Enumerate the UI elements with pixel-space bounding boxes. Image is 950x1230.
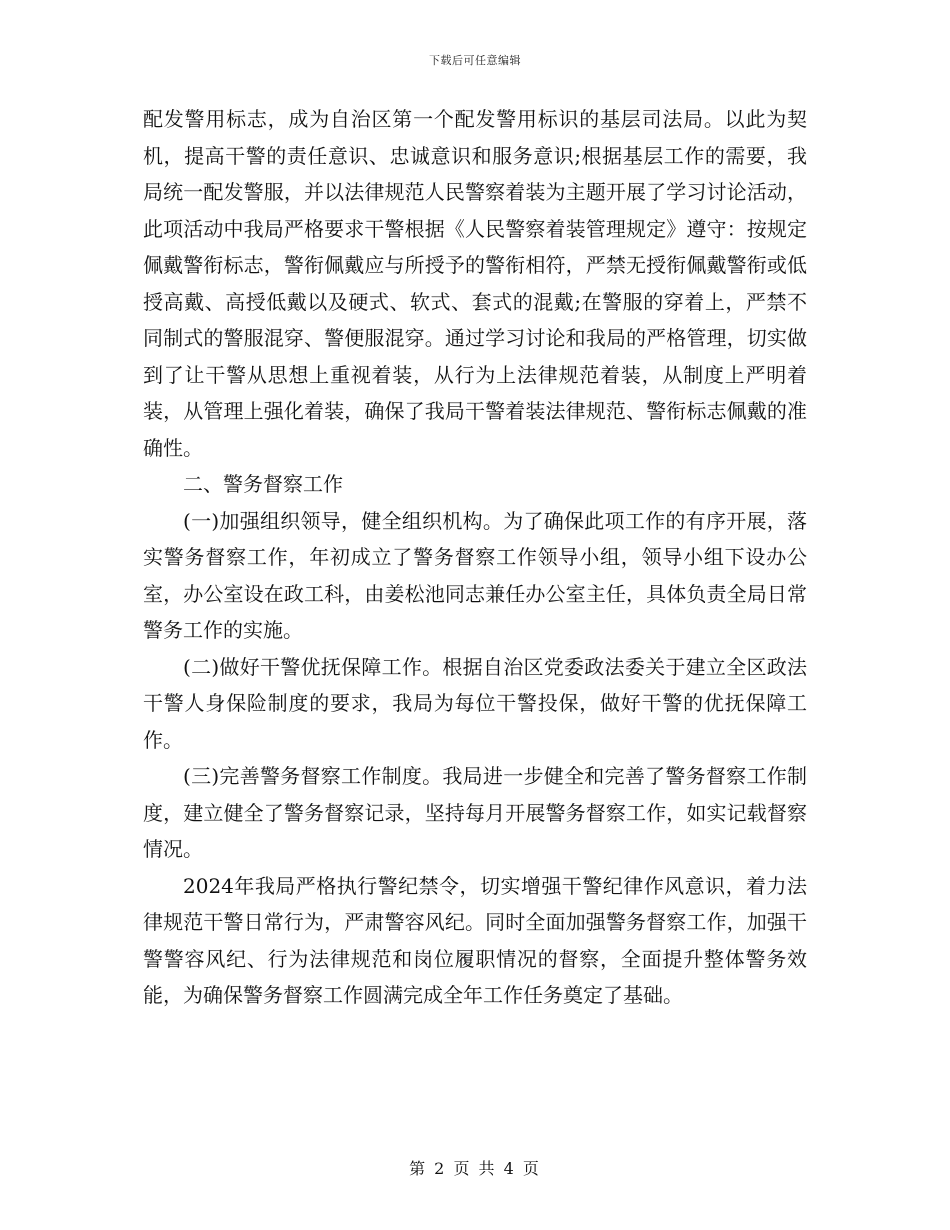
paragraph-uniform-badges: 配发警用标志，成为自治区第一个配发警用标识的基层司法局。以此为契机，提高干警的责任意识、忠诚意识和服务意识;根据基层工作的需要，我局统一配发警服，并以法律规范人民警察着装为主题开展了学习讨论活动，此项活动中我局严格要求干警根据《人民警察着装管理规定》遵守：按规定佩戴警衔标志，警衔佩戴应与所授予的警衔相符，严禁无授衔佩戴警衔或低授高戴、高授低戴以及硬式、软式、套式的混戴;在警服的穿着上，严禁不同制式的警服混穿、警便服混穿。通过学习讨论和我局的严格管理，切实做到了让干警从思想上重视着装，从行为上法律规范着装，从制度上严明着装，从管理上强化着装，确保了我局干警着装法律规范、警衔标志佩戴的准确性。 xyxy=(143,107,807,460)
page-header: 下载后可任意编辑 xyxy=(429,54,521,67)
page-number-footer: 第 2 页 共 4 页 xyxy=(409,1159,541,1178)
document-body xyxy=(143,101,807,1014)
section-heading-supervision: 二、警务督察工作 xyxy=(183,472,343,496)
paragraph-welfare-security: (二)做好干警优抚保障工作。根据自治区党委政法委关于建立全区政法干警人身保险制度的要求，我局为每位干警投保，做好干警的优抚保障工作。 xyxy=(143,654,807,752)
paragraph-supervision-system: (三)完善警务督察工作制度。我局进一步健全和完善了警务督察工作制度，建立健全了警务督察记录，坚持每月开展警务督察工作，如实记载督察情况。 xyxy=(143,764,807,861)
paragraph-organization-leadership: (一)加强组织领导，健全组织机构。为了确保此项工作的有序开展，落实警务督察工作，年初成立了警务督察工作领导小组，领导小组下设办公室，办公室设在政工科，由姜松池同志兼任办公室主任，具体负责全局日常警务工作的实施。 xyxy=(143,508,807,642)
paragraph-annual-summary: 2024年我局严格执行警纪禁令，切实增强干警纪律作风意识，着力法律规范干警日常行为，严肃警容风纪。同时全面加强警务督察工作，加强干警警容风纪、行为法律规范和岗位履职情况的督察，全面提升整体警务效能，为确保警务督察工作圆满完成全年工作任务奠定了基础。 xyxy=(143,873,807,1007)
